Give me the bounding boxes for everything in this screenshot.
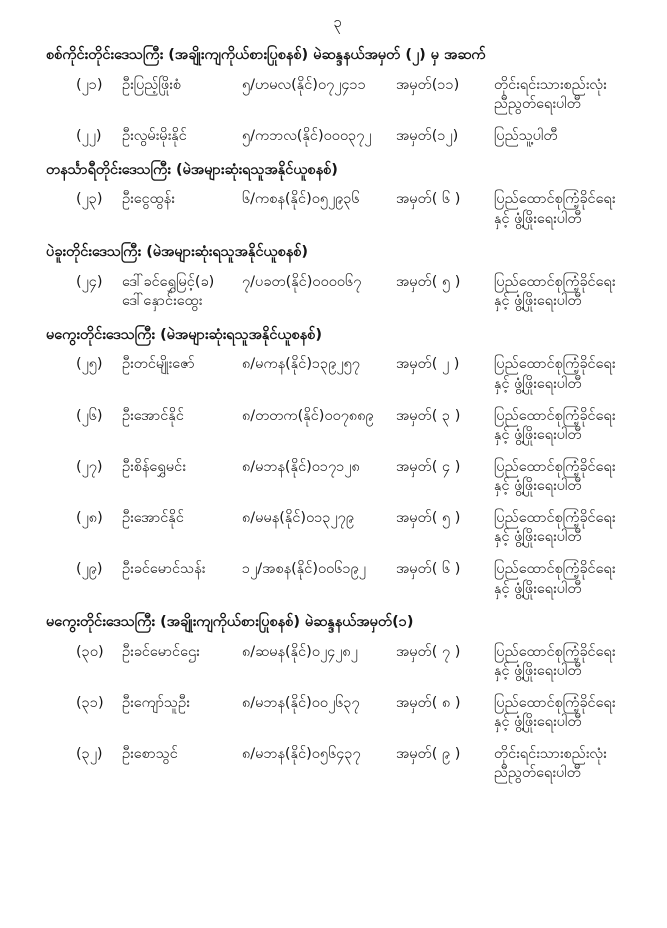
candidate-row: [76, 127, 629, 147]
nrc-id: ၁၂/အစန(နိုင်)၀၀၆၁၉၂: [242, 560, 366, 577]
party-name: ပြည်ထောင်စုကြံ့ခိုင်ရေးနှင့် ဖွံ့ဖြိုးရေးပါတီ: [494, 458, 616, 495]
section-title: မကွေးတိုင်းဒေသကြီး (အချိုးကျကိုယ်စားပြုစနစ်) မဲဆန္ဒနယ်အမှတ်(၁): [46, 614, 414, 631]
section-bago-fptp: [46, 243, 629, 312]
candidate-name: ဦးခင်မောင်ဌေး: [122, 643, 200, 660]
party-name: ပြည်ထောင်စုကြံ့ခိုင်ရေးနှင့် ဖွံ့ဖြိုးရေးပါတီ: [494, 407, 616, 444]
candidate-number: (၂၉): [76, 560, 103, 577]
nrc-id: ၈/ဆမန(နိုင်)၀၂၄၂၈၂: [242, 643, 358, 660]
section-magway-pr-constituency-1: [46, 613, 629, 784]
candidate-row: [76, 509, 629, 548]
candidate-number: (၂၂): [76, 127, 102, 144]
serial-number: အမှတ်(၁၂): [396, 127, 459, 144]
candidate-row: [76, 560, 629, 599]
section-title: မကွေးတိုင်းဒေသကြီး (မဲအများဆုံးရသူအနိုင်ယူစနစ်): [46, 326, 322, 343]
candidate-name: ဒေါ်ခင်ရွှေမြင့်(ခ) ဒေါ်နှောင်းထွေး: [122, 273, 215, 310]
serial-number: အမှတ်( ၇ ): [396, 643, 461, 660]
candidate-name: ဦးငွေထွန်း: [122, 191, 175, 208]
candidate-row: [76, 643, 629, 682]
candidate-row: [76, 355, 629, 394]
candidate-name: ဦးအောင်နိုင်: [122, 407, 184, 424]
party-name: ပြည်ထောင်စုကြံ့ခိုင်ရေးနှင့် ဖွံ့ဖြိုးရေးပါတီ: [494, 356, 616, 392]
party-name: ပြည်ထောင်စုကြံ့ခိုင်ရေးနှင့် ဖွံ့ဖြိုးရေးပါတီ: [494, 643, 616, 680]
candidate-name: ဦးအောင်နိုင်: [122, 509, 184, 526]
candidate-name: ဦးခင်မောင်သန်း: [122, 560, 206, 577]
candidate-number: (၂၆): [76, 407, 103, 424]
serial-number: အမှတ်( ၄ ): [396, 458, 461, 475]
party-name: ပြည်ထောင်စုကြံ့ခိုင်ရေးနှင့် ဖွံ့ဖြိုးရေးပါတီ: [494, 273, 616, 310]
serial-number: အမှတ်( ၆ ): [396, 560, 461, 577]
nrc-id: ၈/မဘန(နိုင်)၀၀၂၆၃၇: [242, 694, 360, 711]
serial-number: အမှတ်( ၈ ): [396, 694, 461, 711]
party-name: တိုင်းရင်းသားစည်းလုံး ညီညွတ်ရေးပါတီ: [494, 745, 607, 782]
candidate-row: [76, 694, 629, 733]
section-title: ပဲခူးတိုင်းဒေသကြီး (မဲအများဆုံးရသူအနိုင်ယူစနစ်): [46, 244, 309, 261]
party-name: ပြည်ထောင်စုကြံ့ခိုင်ရေးနှင့် ဖွံ့ဖြိုးရေးပါတီ: [494, 191, 616, 227]
candidate-number: (၂၅): [76, 356, 103, 373]
party-name: ပြည်ထောင်စုကြံ့ခိုင်ရေးနှင့် ဖွံ့ဖြိုးရေးပါတီ: [494, 694, 616, 731]
party-name: ပြည်ထောင်စုကြံ့ခိုင်ရေးနှင့် ဖွံ့ဖြိုးရေးပါတီ: [494, 509, 616, 546]
nrc-id: ၅/ကဘလ(နိုင်)၀၀၀၃၇၂: [242, 127, 372, 144]
party-name: ပြည်ထောင်စုကြံ့ခိုင်ရေးနှင့် ဖွံ့ဖြိုးရေးပါတီ: [494, 560, 616, 597]
candidate-number: (၃၁): [76, 694, 104, 711]
serial-number: အမှတ်(၁၁): [396, 76, 460, 93]
candidate-row: [76, 458, 629, 497]
candidate-row: [76, 273, 629, 312]
candidate-name: ဦးစောသွင်: [122, 745, 178, 762]
serial-number: အမှတ်( ၅ ): [396, 273, 461, 290]
candidate-number: (၂၃): [76, 191, 103, 208]
serial-number: အမှတ်( ၂ ): [396, 356, 460, 373]
serial-number: အမှတ်( ၃ ): [396, 407, 461, 424]
page-number: ၃: [333, 13, 342, 31]
candidate-row: [76, 745, 629, 784]
candidate-row: [76, 407, 629, 446]
section-title: တနင်္သာရီတိုင်းဒေသကြီး (မဲအများဆုံးရသူအနိုင်ယူစနစ်): [46, 161, 338, 178]
candidate-name: ဦးတင်မျိုးဇော်: [122, 356, 195, 373]
serial-number: အမှတ်( ၉ ): [396, 745, 461, 762]
candidate-name: ဦးစိန်ရွှေမင်း: [122, 458, 186, 475]
serial-number: အမှတ်( ၆ ): [396, 191, 461, 208]
nrc-id: ၈/တတက(နိုင်)၀၀၇၈၈၉: [242, 407, 374, 424]
nrc-id: ၅/ဟမလ(နိုင်)၀၇၂၄၁၁: [242, 76, 366, 93]
candidate-number: (၃၂): [76, 745, 103, 762]
candidate-row: [76, 190, 629, 229]
nrc-id: ၈/မဘန(နိုင်)၀၁၇၁၂၈: [242, 458, 360, 475]
party-name: ပြည်သူ့ပါတီ: [494, 127, 558, 144]
serial-number: အမှတ်( ၅ ): [396, 509, 461, 526]
candidate-name: ဦးလွမ်းမိုးနိုင်: [122, 127, 187, 144]
nrc-id: ၈/မဘန(နိုင်)၀၅၆၄၃၇: [242, 745, 361, 762]
candidate-row: [76, 76, 629, 115]
candidate-number: (၂၁): [76, 76, 103, 93]
nrc-id: ၆/ကစန(နိုင်)၀၅၂၉၃၆: [242, 191, 360, 208]
candidate-number: (၃၀): [76, 643, 104, 660]
candidate-number: (၂၄): [76, 273, 103, 290]
candidate-number: (၂၇): [76, 458, 103, 475]
section-title: စစ်ကိုင်းတိုင်းဒေသကြီး (အချိုးကျကိုယ်စားပြုစနစ်) မဲဆန္ဒနယ်အမှတ် (၂) မှ အဆက်: [46, 47, 486, 64]
nrc-id: ၈/မကန(နိုင်)၁၃၉၂၅၇: [242, 356, 360, 373]
section-tanintharyi-fptp: [46, 161, 629, 230]
section-magway-fptp: [46, 326, 629, 599]
section-sagaing-pr: [46, 46, 629, 146]
candidate-number: (၂၈): [76, 509, 103, 526]
nrc-id: ၈/မမန(နိုင်)၀၁၃၂၇၉: [242, 509, 354, 526]
candidate-name: ဦးပြည့်ဖြိုးစံ: [122, 76, 182, 93]
candidate-name: ဦးကျော်သူဦး: [122, 694, 190, 711]
party-name: တိုင်းရင်းသားစည်းလုံး ညီညွတ်ရေးပါတီ: [494, 76, 607, 113]
nrc-id: ၇/ပခတ(နိုင်)၀၀၀၀၆၇: [242, 273, 362, 290]
